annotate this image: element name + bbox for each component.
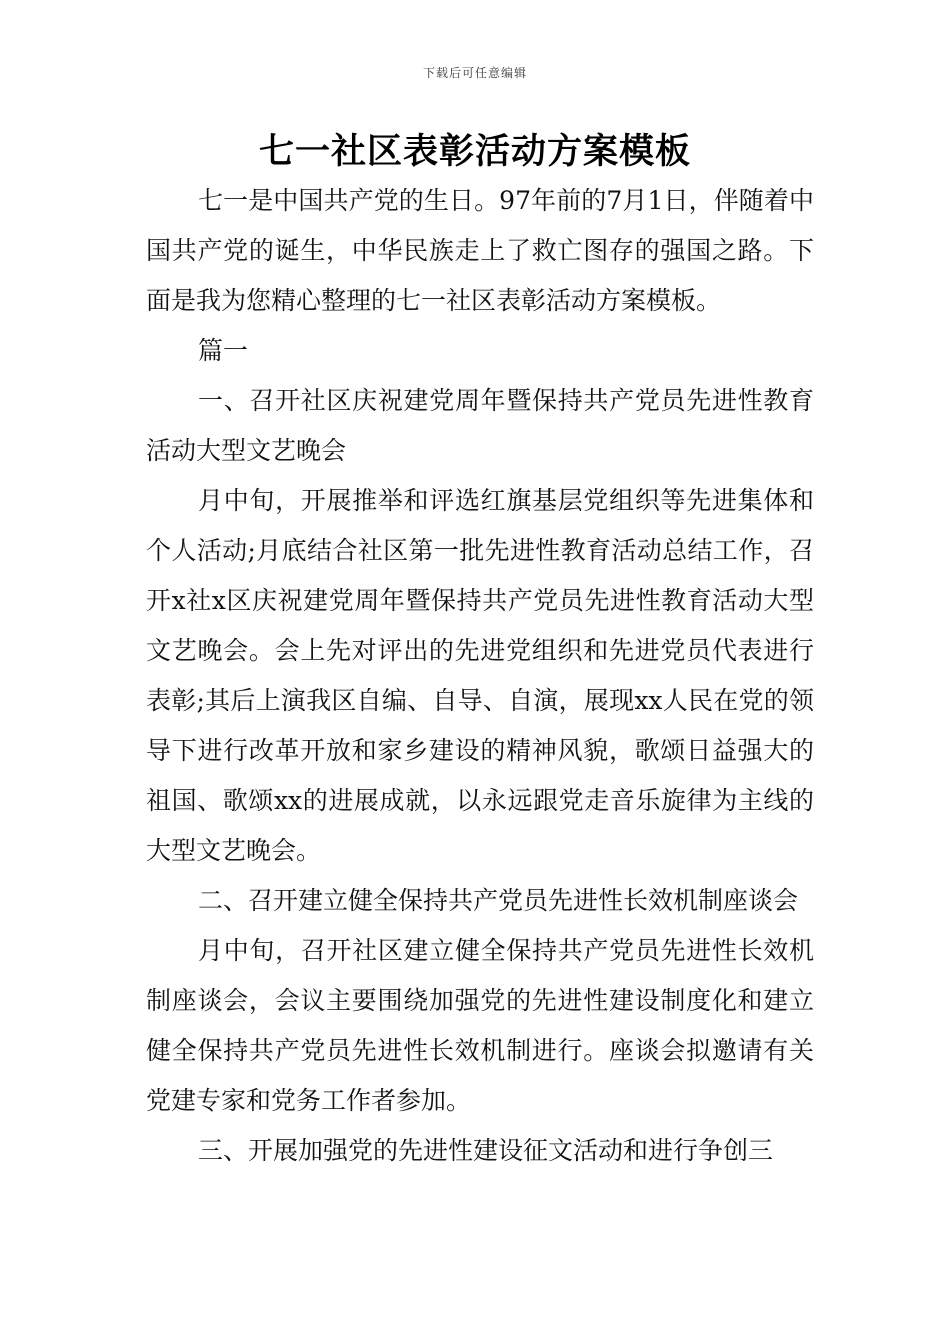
paragraph-body-1: 月中旬，开展推举和评选红旗基层党组织等先进集体和个人活动;月底结合社区第一批先进性教育活动总结工作，召开x社x区庆祝建党周年暨保持共产党员先进性教育活动大型文艺晚会。会上先对评出的先进党组织和先进党员代表进行表彰;其后上演我区自编、自导、自演，展现xx人民在党的领导下进行改革开放和家乡建设的精神风貌，歌颂日益强大的祖国、歌颂xx的进展成就，以永远跟党走音乐旋律为主线的大型文艺晚会。 <box>146 486 814 865</box>
paragraph-heading-2: 二、召开建立健全保持共产党员先进性长效机制座谈会 <box>198 886 799 915</box>
paragraph-heading-1: 一、召开社区庆祝建党周年暨保持共产党员先进性教育活动大型文艺晚会 <box>146 386 814 465</box>
document-body <box>146 176 814 1176</box>
paragraph-heading-3: 三、开展加强党的先进性建设征文活动和进行争创三 <box>198 1136 774 1165</box>
paragraph-intro: 七一是中国共产党的生日。97年前的7月1日，伴随着中国共产党的诞生，中华民族走上了救亡图存的强国之路。下面是我为您精心整理的七一社区表彰活动方案模板。 <box>146 186 814 315</box>
paragraph-body-2: 月中旬，召开社区建立健全保持共产党员先进性长效机制座谈会，会议主要围绕加强党的先进性建设制度化和建立健全保持共产党员先进性长效机制进行。座谈会拟邀请有关党建专家和党务工作者参加。 <box>146 936 814 1115</box>
header-note: 下载后可任意编辑 <box>422 66 527 80</box>
document-title: 七一社区表彰活动方案模板 <box>258 131 691 172</box>
paragraph-section-label: 篇一 <box>198 336 249 365</box>
